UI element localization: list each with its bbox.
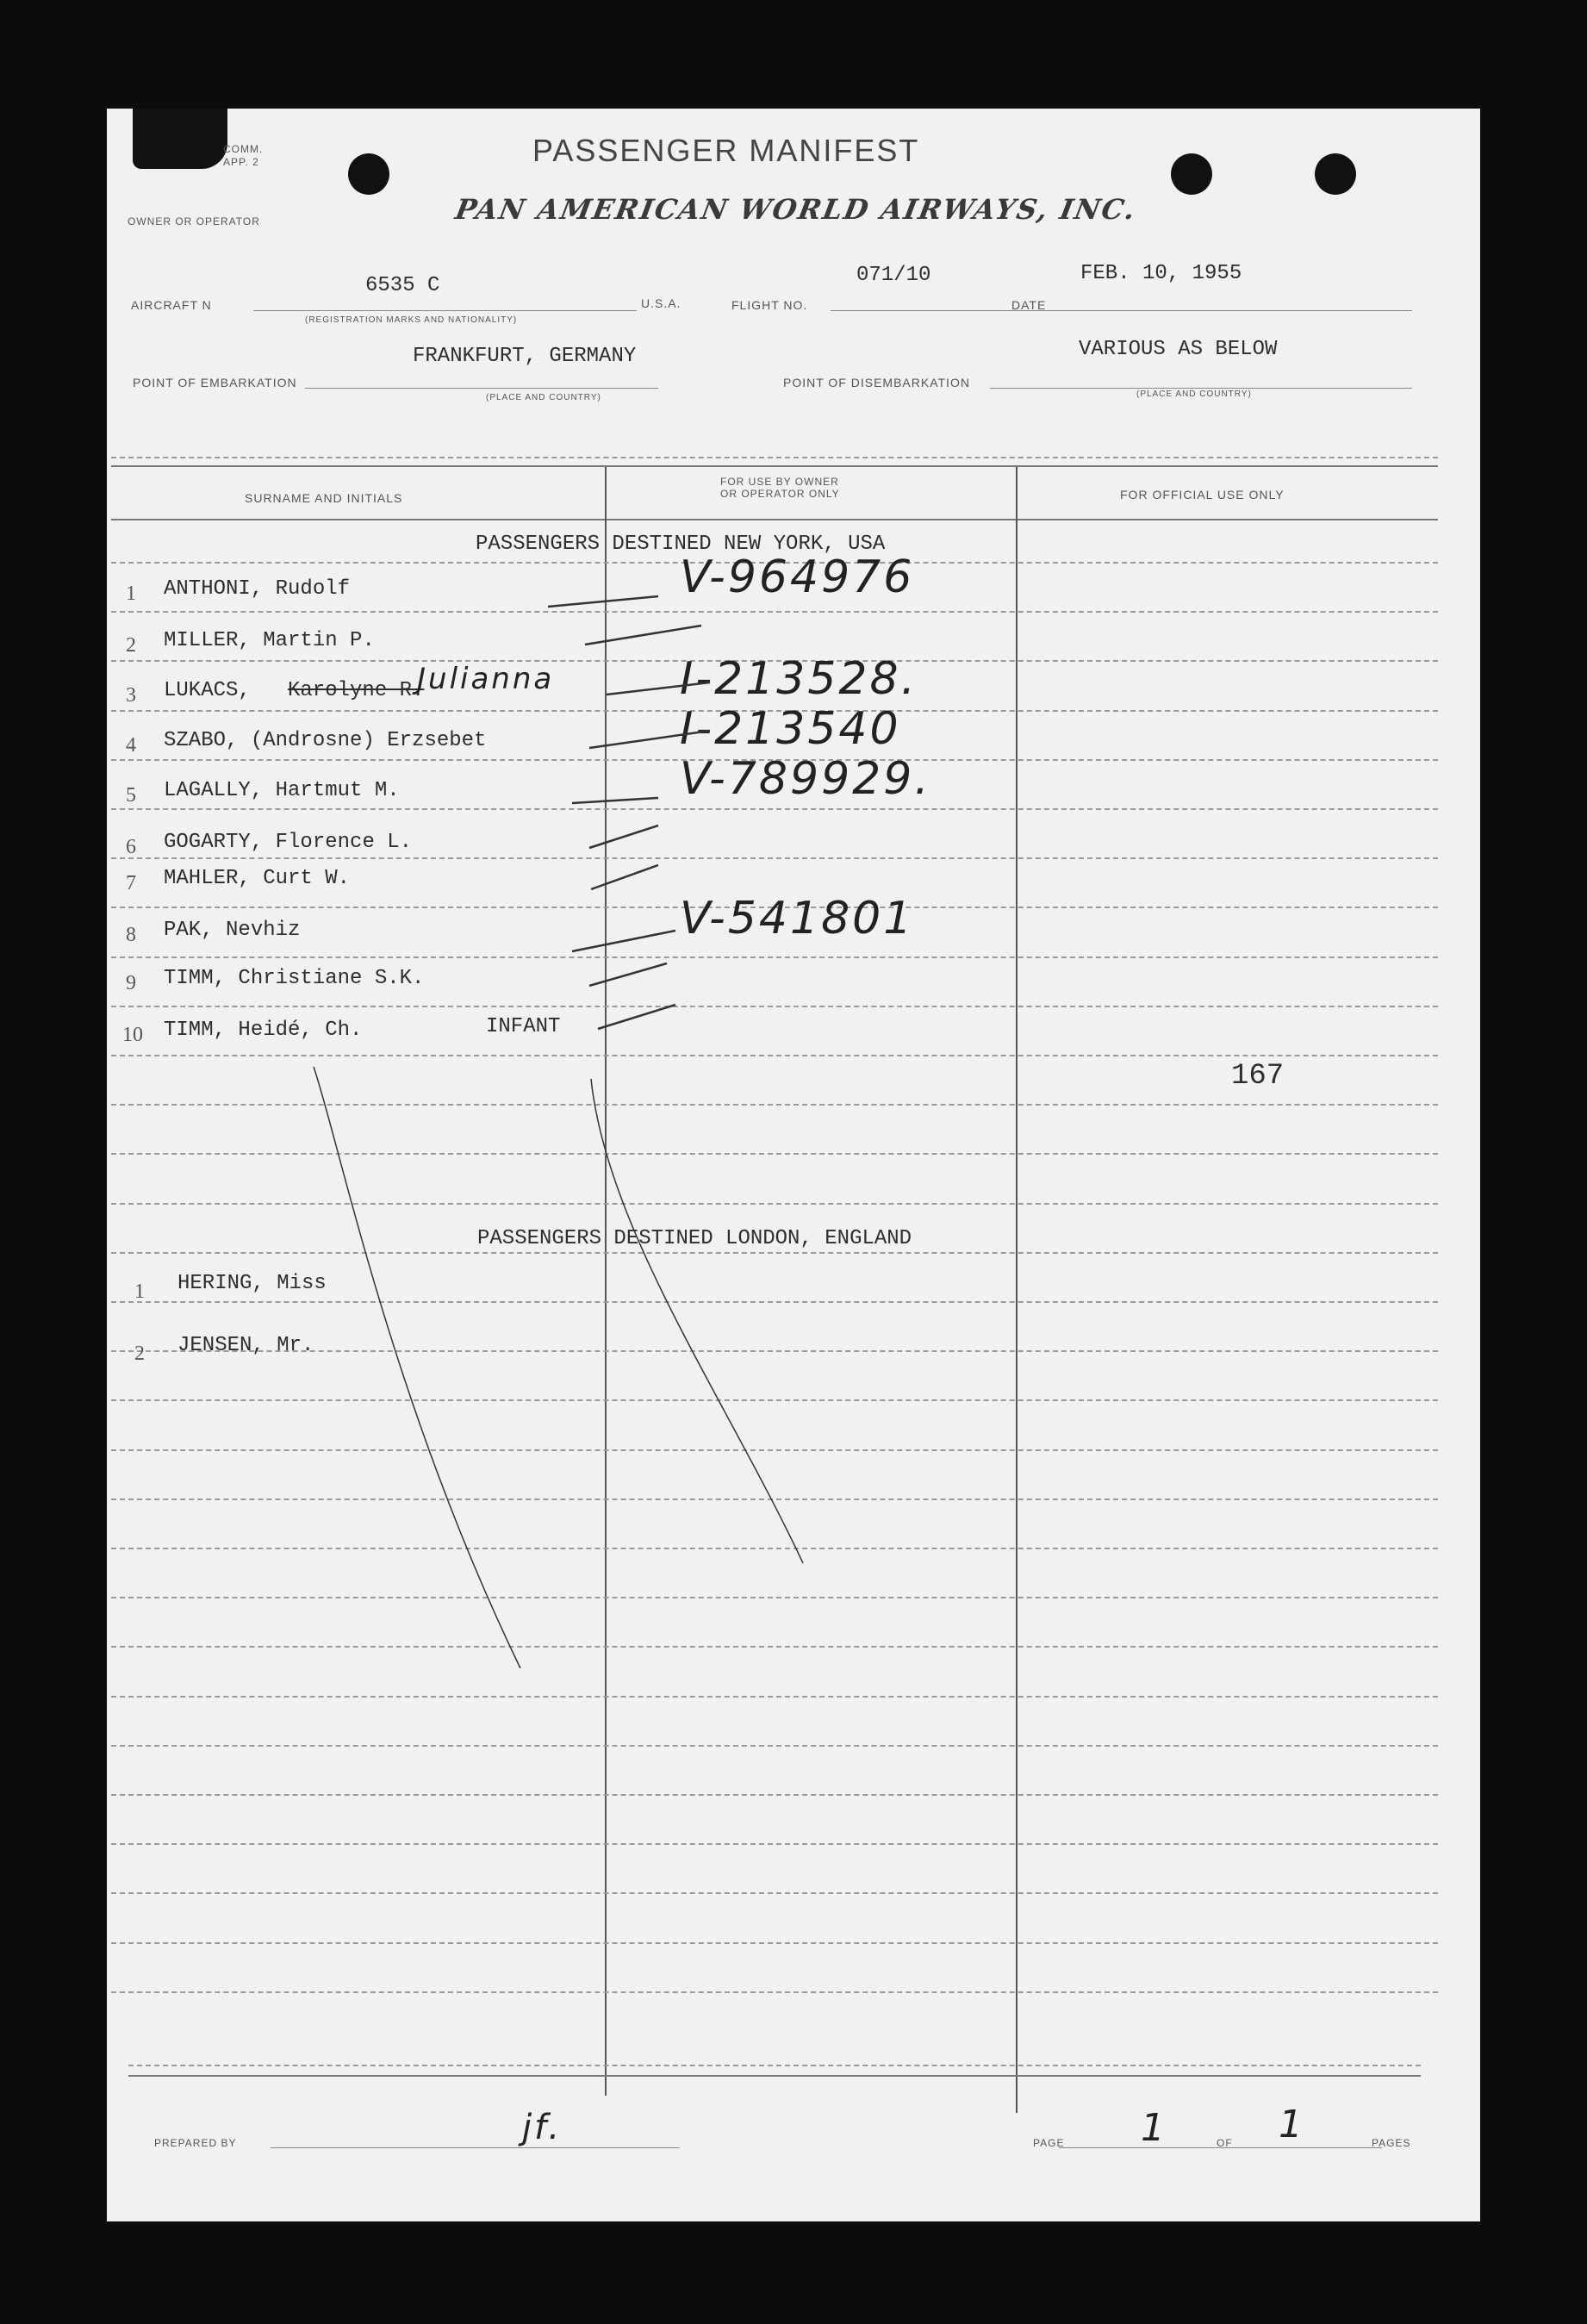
passenger-note: INFANT [486,1015,561,1038]
disembark-value: VARIOUS AS BELOW [1079,338,1278,361]
col-owner-header-1: FOR USE BY OWNER [720,476,839,488]
passenger-number: 1 [134,1280,145,1303]
passenger-name: GOGARTY, Florence L. [164,831,413,854]
page-value: 1 [1141,2106,1167,2150]
passenger-number: 4 [126,734,136,757]
embark-caption: (PLACE AND COUNTRY) [486,393,601,402]
document-number: V-964976 [680,551,915,603]
passenger-number: 10 [122,1024,143,1046]
passenger-name: TIMM, Christiane S.K. [164,967,425,990]
struck-name: Karolyne R. [288,679,425,702]
passenger-number: 9 [126,972,136,994]
passenger-number: 1 [126,583,136,605]
flight-value: 071/10 [856,264,931,287]
passenger-name: ANTHONI, Rudolf [164,577,351,601]
passenger-number: 2 [126,634,136,657]
date-label: DATE [1011,298,1047,312]
page-label: PAGE [1033,2137,1065,2149]
usa-label: U.S.A. [641,296,681,310]
aircraft-value: 6535 C [365,274,440,297]
passenger-name: MAHLER, Curt W. [164,867,351,890]
document-number: I-213528. [680,653,918,705]
passenger-name: LAGALLY, Hartmut M. [164,779,400,802]
handwritten-correction: Julianna [417,662,555,696]
passenger-name: SZABO, (Androsne) Erzsebet [164,729,487,752]
embark-label: POINT OF EMBARKATION [133,376,297,389]
passenger-number: 3 [126,684,136,707]
registration-caption: (REGISTRATION MARKS AND NATIONALITY) [305,315,518,325]
passenger-name: LUKACS, [164,679,251,702]
document-number: V-541801 [680,893,915,944]
passenger-name: PAK, Nevhiz [164,919,301,942]
passenger-number: 8 [126,924,136,946]
col-official-header: FOR OFFICIAL USE ONLY [1120,488,1285,502]
pen-marks [107,109,1480,2221]
passenger-number: 2 [134,1343,145,1365]
airline-name: PAN AMERICAN WORLD AIRWAYS, INC. [452,193,1140,226]
pages-label: PAGES [1372,2137,1411,2149]
date-value: FEB. 10, 1955 [1080,262,1242,285]
prepared-value: jf. [522,2108,563,2147]
passenger-name: MILLER, Martin P. [164,629,375,652]
of-value: 1 [1279,2103,1305,2146]
form-ref-line1: COMM. [223,143,264,155]
flight-label: FLIGHT NO. [731,298,808,312]
disembark-caption: (PLACE AND COUNTRY) [1136,389,1252,399]
document-number: V-789929. [680,753,931,805]
group1-heading: PASSENGERS DESTINED NEW YORK, USA [476,533,886,556]
col-surname-header: SURNAME AND INITIALS [245,491,403,505]
passenger-number: 7 [126,872,136,894]
official-number: 167 [1231,1060,1285,1093]
document-number: I-213540 [680,703,901,755]
passenger-number: 6 [126,836,136,858]
prepared-label: PREPARED BY [154,2137,237,2149]
passenger-name: HERING, Miss [177,1272,327,1295]
col-owner-header-2: OR OPERATOR ONLY [720,488,840,500]
passenger-number: 5 [126,784,136,807]
group2-heading: PASSENGERS DESTINED LONDON, ENGLAND [477,1227,912,1250]
passenger-name: JENSEN, Mr. [177,1334,314,1357]
manifest-sheet [107,109,1480,2221]
owner-label: OWNER OR OPERATOR [128,215,260,227]
form-ref-line2: APP. 2 [223,156,259,168]
passenger-name: TIMM, Heidé, Ch. [164,1019,363,1042]
page-title: PASSENGER MANIFEST [532,133,920,168]
embark-value: FRANKFURT, GERMANY [413,345,637,368]
aircraft-label: AIRCRAFT N [131,298,212,312]
of-label: OF [1217,2137,1233,2149]
disembark-label: POINT OF DISEMBARKATION [783,376,970,389]
